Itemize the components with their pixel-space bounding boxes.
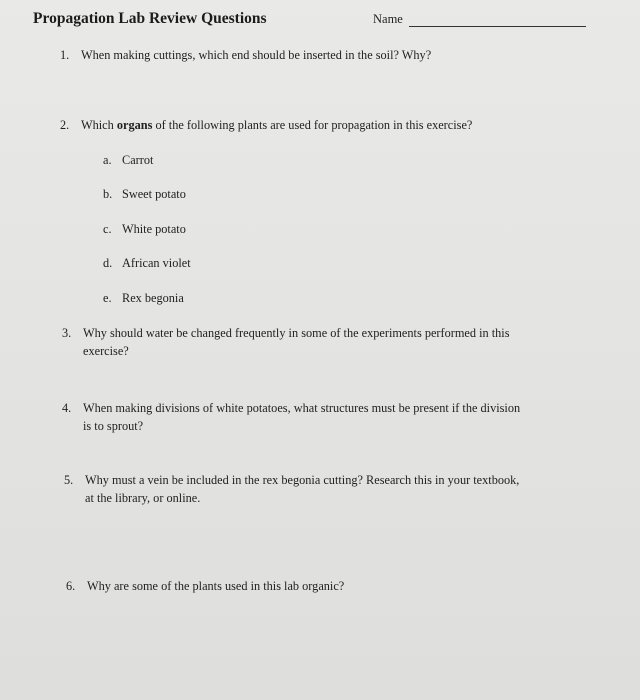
question-text-line-1: Why should water be changed frequently in some of the experiments performed in this — [83, 326, 510, 340]
item-label: African violet — [122, 256, 191, 270]
question-text-line-2: is to sprout? — [83, 419, 144, 433]
question-number: 6. — [66, 579, 76, 593]
question-number: 5. — [64, 473, 74, 487]
item-letter: d. — [103, 256, 113, 270]
name-blank-line — [409, 26, 586, 27]
question-text: Why are some of the plants used in this lab organic? — [87, 579, 345, 593]
item-letter: b. — [103, 187, 113, 201]
question-text-line-2: exercise? — [83, 344, 129, 358]
question-6 — [66, 578, 626, 598]
item-label: Rex begonia — [122, 291, 184, 305]
question-text-part: Which — [81, 118, 117, 132]
item-letter: a. — [103, 153, 112, 167]
question-2 — [60, 117, 620, 137]
question-number: 2. — [60, 118, 70, 132]
item-letter: c. — [103, 222, 112, 236]
question-text-line-1: When making divisions of white potatoes, what structures must be present if the division — [83, 401, 521, 415]
question-text-line-2: at the library, or online. — [85, 491, 201, 505]
name-label: Name — [373, 12, 403, 26]
question-text — [81, 117, 472, 134]
question-5 — [64, 472, 624, 512]
question-3 — [62, 325, 622, 365]
question-number: 3. — [62, 326, 72, 340]
question-text-bold: organs — [116, 118, 153, 132]
question-text-line-1: Why must a vein be included in the rex begonia cutting? Research this in your textbook, — [85, 473, 520, 487]
question-number: 4. — [62, 401, 72, 415]
item-label: Carrot — [122, 153, 154, 167]
item-letter: e. — [103, 291, 112, 305]
question-text-part: of the following plants are used for propagation in this exercise? — [152, 118, 473, 132]
item-label: White potato — [122, 222, 186, 236]
page-title: Propagation Lab Review Questions — [33, 10, 267, 27]
question-4 — [62, 400, 622, 440]
question-1 — [60, 47, 620, 67]
item-label: Sweet potato — [122, 187, 186, 201]
question-number: 1. — [60, 48, 70, 62]
question-text: When making cuttings, which end should be inserted in the soil? Why? — [81, 48, 432, 62]
